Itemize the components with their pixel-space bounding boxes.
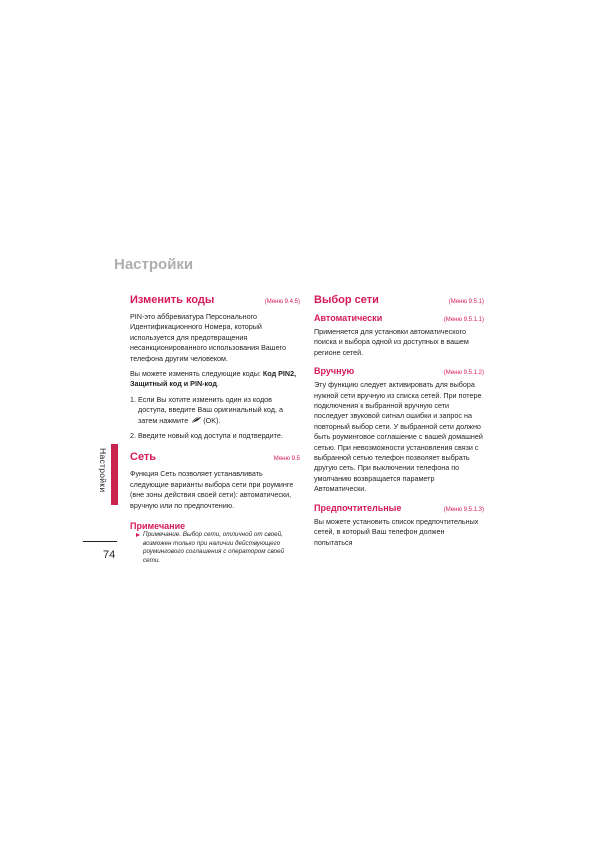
section-title: Изменить коды <box>130 294 215 306</box>
page-number-rule <box>83 541 117 542</box>
left-column <box>130 294 300 565</box>
paragraph: Применяется для установки автоматического поиска и выбора одной из доступных в вашем регионе сетей. <box>314 327 469 357</box>
paragraph: PIN-это аббревиатура Персонального Идентификационного Номера, который используется для предотвращения несанкционированного использования Вашего телефона другим человеком. <box>130 312 287 363</box>
steps-list <box>130 395 300 442</box>
text-span: Примечание. Выбор сети, отличной от своей, возможен только при наличии действующего роумингового соглашения с оператором своей сети. <box>143 531 285 564</box>
list-item: 2. Введите новый код доступа и подтвердите. <box>130 431 283 441</box>
page-title: Настройки <box>114 256 194 273</box>
side-tab-marker <box>111 444 118 505</box>
section-header-network <box>130 451 300 463</box>
subsection-title: Предпочтительные <box>314 502 402 513</box>
text-span: Вы можете изменять следующие коды: <box>130 369 263 379</box>
menu-reference: (Меню 9.5.1.2) <box>443 370 484 377</box>
paragraph: Эту функцию следует активировать для выбора нужной сети вручную из списка сетей. При потере подключения к выбранной вручную сети последует звуковой сигнал ошибки и запрос на повторный выбор сети. У выбранной сети должно быть роуминговое соглашение с вашей домашней сетью. При невозможности установления связи с выбранной сетью телефон позволяет выбрать другую сеть. При выключении телефона по умолчанию возвращается параметр Автоматически. <box>314 380 483 494</box>
note-text <box>136 531 300 565</box>
text-span: . <box>216 379 219 389</box>
subsection-header-preferred <box>314 503 484 513</box>
subsection-header-manual <box>314 366 484 376</box>
section-title: Выбор сети <box>314 294 379 306</box>
subsection-header-auto <box>314 313 484 323</box>
menu-reference: (Меню 9.4.5) <box>264 299 300 305</box>
page-number: 74 <box>103 549 116 561</box>
section-header-change-codes <box>130 294 300 306</box>
paragraph: Вы можете установить список предпочтительных сетей, в который Ваш телефон должен попытаться <box>314 516 479 547</box>
triangle-bullet-icon <box>136 533 140 537</box>
menu-reference: (Меню 9.5.1.1) <box>443 317 484 323</box>
note-title: Примечание <box>130 521 186 532</box>
menu-reference: (Меню 9.5.1.3) <box>443 506 484 513</box>
ok-key-icon <box>191 416 202 424</box>
text-span: (OK). <box>203 415 221 425</box>
note-box <box>136 531 300 565</box>
note-header <box>130 521 300 531</box>
bold-codes: Код PIN2, Защитный код и PIN-код <box>130 369 297 389</box>
subsection-title: Автоматически <box>314 313 383 323</box>
list-item <box>130 395 300 426</box>
side-section-label: Настройки <box>98 448 108 493</box>
paragraph <box>130 369 300 390</box>
section-title: Сеть <box>130 451 157 464</box>
text-span: 1. Если Вы хотите изменить один из кодов доступа, введите Ваш оригинальный код, а затем нажмите <box>130 394 283 425</box>
paragraph: Функция Сеть позволяет устанавливать следующие варианты выбора сети при роуминге (вне зоны действия своей сети): автоматически, вручную или по предпочтению. <box>130 469 294 510</box>
subsection-title: Вручную <box>314 366 355 377</box>
menu-reference: (Меню 9.5.1) <box>448 299 484 305</box>
right-column <box>314 294 484 548</box>
section-header-network-select <box>314 294 484 306</box>
menu-reference: Меню 9.5 <box>273 456 300 463</box>
